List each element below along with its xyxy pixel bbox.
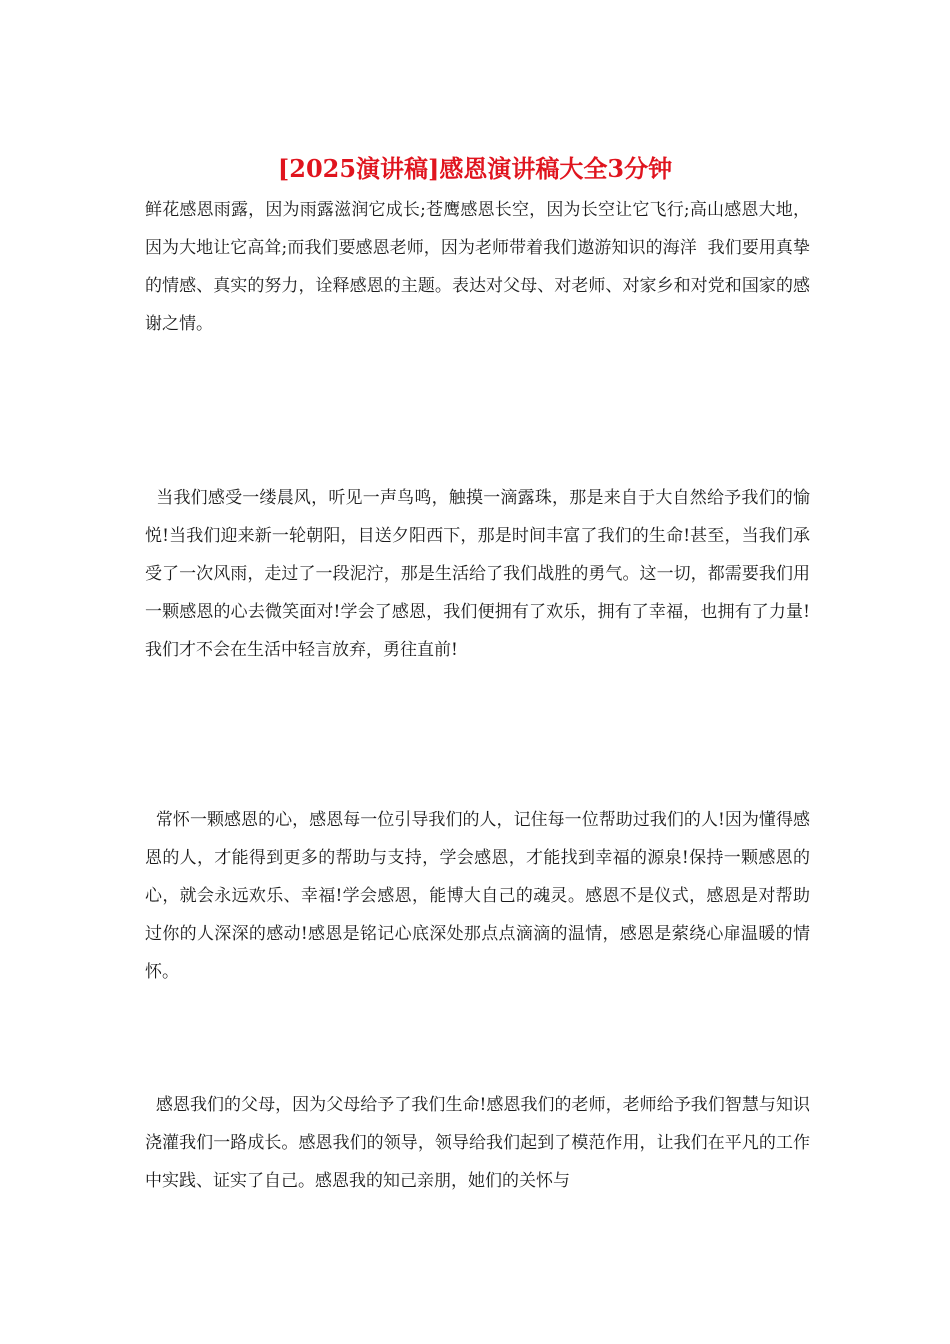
paragraph-3: 常怀一颗感恩的心，感恩每一位引导我们的人，记住每一位帮助过我们的人!因为懂得感恩的人，才能得到更多的帮助与支持，学会感恩，才能找到幸福的源泉!保持一颗感恩的心，就会永远欢乐、幸福!学会感恩，能博大自己的魂灵。感恩不是仪式，感恩是对帮助过你的人深深的感动!感恩是铭记心底深处那点点滴滴的温情，感恩是萦绕心扉温暖的情怀。	[145, 810, 810, 982]
document-title: [2025演讲稿]感恩演讲稿大全3分钟	[277, 154, 673, 183]
paragraph-2: 当我们感受一缕晨风，听见一声鸟鸣，触摸一滴露珠，那是来自于大自然给予我们的愉悦!当我们迎来新一轮朝阳，目送夕阳西下，那是时间丰富了我们的生命!甚至，当我们承受了一次风雨，走过了一段泥泞，那是生活给了我们战胜的勇气。这一切，都需要我们用一颗感恩的心去微笑面对!学会了感恩，我们便拥有了欢乐，拥有了幸福，也拥有了力量!我们才不会在生活中轻言放弃，勇往直前!	[145, 488, 811, 660]
paragraph-4: 感恩我们的父母，因为父母给予了我们生命!感恩我们的老师，老师给予我们智慧与知识浇灌我们一路成长。感恩我们的领导，领导给我们起到了模范作用，让我们在平凡的工作中实践、证实了自己。感恩我的知己亲朋，她们的关怀与	[145, 1095, 810, 1191]
paragraph-1: 鲜花感恩雨露，因为雨露滋润它成长;苍鹰感恩长空，因为长空让它飞行;高山感恩大地，因为大地让它高耸;而我们要感恩老师，因为老师带着我们遨游知识的海洋 我们要用真挚的情感、真实的努力，诠释感恩的主题。表达对父母、对老师、对家乡和对党和国家的感谢之情。	[145, 200, 810, 334]
